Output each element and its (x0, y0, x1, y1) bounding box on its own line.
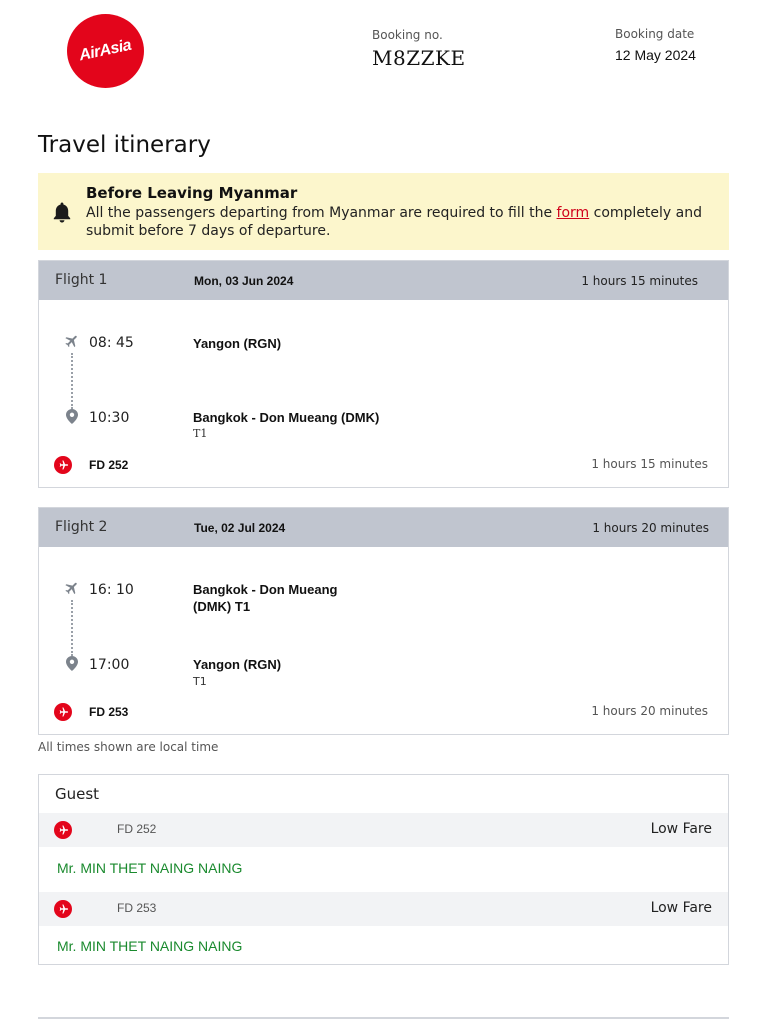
flight-header (39, 508, 728, 547)
guest-title: Guest (55, 785, 100, 803)
guest-fare-type: Low Fare (650, 821, 712, 837)
flight-body (39, 300, 728, 487)
airasia-badge-icon (54, 703, 72, 721)
flight-card-2 (38, 507, 729, 735)
airasia-badge-icon (54, 821, 72, 839)
airasia-badge-icon (54, 456, 72, 474)
route-dotted-line (71, 353, 73, 409)
arrival-terminal: T1 (193, 675, 207, 688)
booking-date-block (615, 27, 696, 63)
flight-header (39, 261, 728, 300)
guest-card (38, 774, 729, 965)
flight-label: Flight 2 (55, 519, 108, 535)
flight-duration: 1 hours 15 minutes (581, 274, 698, 288)
booking-number-label: Booking no. (372, 28, 443, 42)
notice-title: Before Leaving Myanmar (86, 184, 298, 202)
logo-text: AirAsia (77, 36, 133, 65)
guest-flight-code: FD 253 (117, 901, 157, 915)
guest-flight-row (39, 813, 728, 847)
departure-city: Yangon (RGN) (193, 336, 282, 351)
flight-label: Flight 1 (55, 272, 108, 288)
notice-text-before: All the passengers departing from Myanmar are required to fill the (86, 205, 557, 221)
notice-body (86, 204, 716, 240)
airasia-badge-icon (54, 900, 72, 918)
guest-flight-code: FD 252 (117, 822, 157, 836)
departure-city-line2: (DMK) T1 (193, 599, 251, 614)
location-pin-icon (66, 656, 78, 671)
flight-duration: 1 hours 20 minutes (592, 521, 709, 535)
departure-time: 16: 10 (89, 582, 134, 598)
local-time-note: All times shown are local time (38, 740, 219, 754)
myanmar-departure-notice (38, 173, 729, 250)
arrival-time: 10:30 (89, 410, 130, 426)
flight-body (39, 547, 728, 734)
arrival-city: Bangkok - Don Mueang (DMK) (193, 410, 380, 425)
departure-city-line1: Bangkok - Don Mueang (193, 582, 338, 597)
guest-fare-type: Low Fare (650, 900, 712, 916)
location-pin-icon (66, 409, 78, 424)
flight-duration-footer: 1 hours 20 minutes (591, 704, 708, 718)
bell-icon (52, 201, 72, 223)
section-divider (38, 1017, 729, 1019)
booking-date-label: Booking date (615, 27, 695, 41)
plane-departure-icon (64, 580, 80, 596)
arrival-time: 17:00 (89, 657, 130, 673)
guest-name: Mr. MIN THET NAING NAING (57, 938, 243, 954)
airasia-logo (67, 14, 144, 88)
flight-date: Mon, 03 Jun 2024 (194, 274, 294, 288)
notice-text-after: completely and submit before 7 days of departure. (86, 205, 702, 239)
page-title: Travel itinerary (38, 132, 211, 158)
plane-departure-icon (64, 333, 80, 349)
arrival-terminal: T1 (193, 427, 208, 440)
flight-card-1 (38, 260, 729, 488)
flight-code: FD 252 (89, 458, 129, 472)
booking-number-block (372, 28, 466, 70)
guest-flight-row (39, 892, 728, 926)
arrival-city: Yangon (RGN) (193, 657, 282, 672)
departure-time: 08: 45 (89, 335, 134, 351)
booking-number: M8ZZKE (372, 46, 466, 70)
flight-duration-footer: 1 hours 15 minutes (591, 457, 708, 471)
notice-form-link[interactable]: form (556, 205, 590, 221)
flight-code: FD 253 (89, 705, 129, 719)
booking-date: 12 May 2024 (615, 47, 696, 63)
guest-name: Mr. MIN THET NAING NAING (57, 860, 243, 876)
route-dotted-line (71, 600, 73, 656)
flight-date: Tue, 02 Jul 2024 (194, 521, 286, 535)
